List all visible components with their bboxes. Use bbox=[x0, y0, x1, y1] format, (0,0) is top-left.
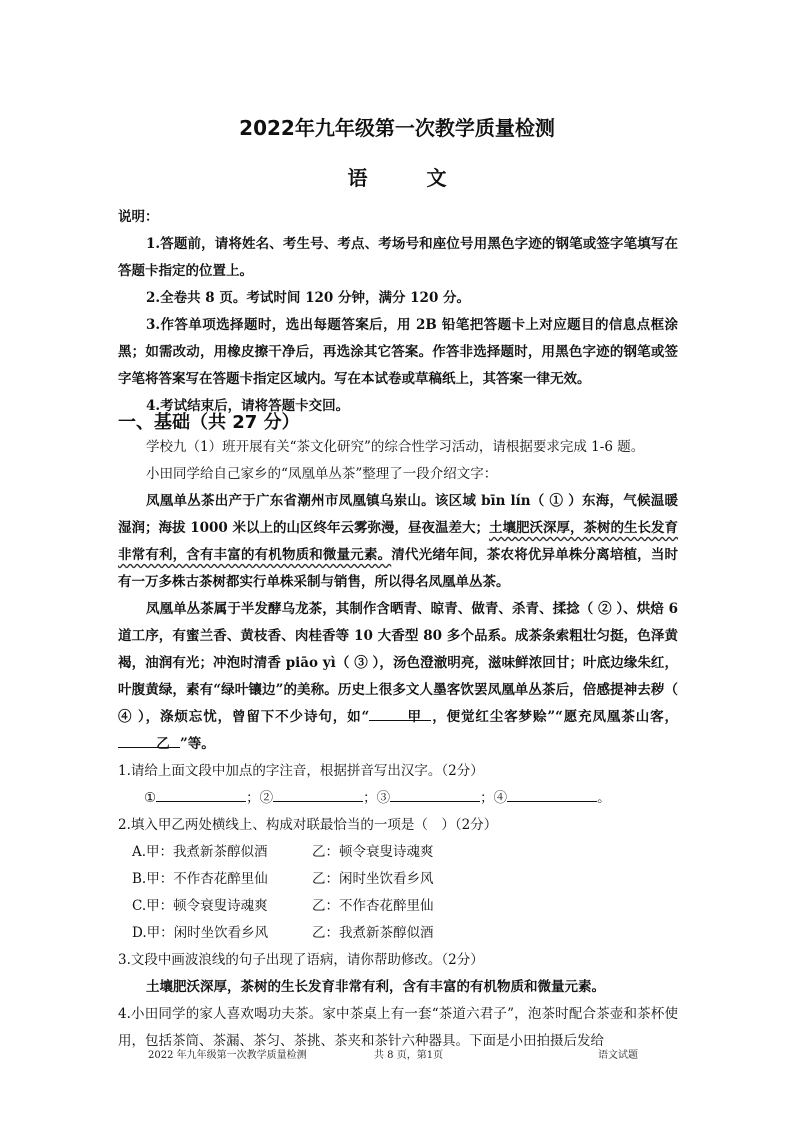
option-b[interactable] bbox=[118, 866, 678, 893]
page-title: 2022年九年级第一次教学质量检测 bbox=[239, 116, 555, 140]
section-heading: 一、基础（共 27 分） bbox=[118, 412, 300, 433]
passage-paragraph bbox=[118, 596, 678, 758]
mark: ；③ bbox=[363, 790, 391, 806]
footer-page-number: 共 8 页，第1页 bbox=[374, 1050, 444, 1061]
intro-text: 小田同学给自己家乡的“凤凰单丛茶”整理了一段介绍文字： bbox=[146, 466, 498, 482]
section1-body bbox=[118, 434, 678, 1055]
option-text: C.甲：顿令衰叟诗魂爽 bbox=[132, 898, 268, 914]
passage-text: ，便觉红尘客梦赊”“愿充凤凰茶山客， bbox=[431, 709, 679, 725]
answer-blank-2[interactable] bbox=[273, 785, 363, 802]
passage-text: 凤凰单丛茶属于半发酵乌龙茶，其制作含晒青、晾青、做青、杀青、揉捻（ ② ）、烘焙 6 道工序，有蜜兰香、黄枝香、肉桂香等 10 大香型 80 多个品系。成茶条索粗壮匀挺，色泽黄褐，油润有光；冲泡时清香 piāo yì（ ③ ），汤色澄澈明亮，滋味鲜浓回甘；叶底边缘朱红，叶腹黄绿，素有“绿叶镶边”的美称。历史上很多文人墨客饮罢凤凰单丛茶后，倍感提神去秽（ ④ ），涤烦忘忧，曾留下不少诗句，如“ bbox=[118, 601, 678, 725]
question-3-sentence: 土壤肥沃深厚，茶树的生长发育非常有利，含有丰富的有机物质和微量元素。 bbox=[146, 979, 605, 995]
blank-yi[interactable]: 乙 bbox=[118, 731, 180, 748]
footer-left: 2022 年九年级第一次教学质量检测 bbox=[148, 1050, 307, 1061]
answer-blank-4[interactable] bbox=[507, 785, 597, 802]
instruction-item: 1.答题前，请将姓名、考生号、考点、考场号和座位号用黑色字迹的钢笔或签字笔填写在答题卡指定的位置上。 bbox=[118, 236, 678, 279]
mark: 。 bbox=[597, 790, 611, 806]
instruction-item: 2.全卷共 8 页。考试时间 120 分钟，满分 120 分。 bbox=[146, 290, 471, 306]
instructions-heading: 说明： bbox=[118, 209, 159, 225]
option-text: 乙：顿令衰叟诗魂爽 bbox=[312, 844, 434, 860]
wavy-sentence: 土壤肥沃深厚，茶树的生长发育非常有利，含有丰富的有机物质和微量元素。 bbox=[118, 520, 678, 563]
option-d[interactable] bbox=[118, 920, 678, 947]
option-a[interactable] bbox=[118, 839, 678, 866]
question-1: 1.请给上面文段中加点的字注音，根据拼音写出汉字。（2分） bbox=[118, 763, 484, 779]
option-text: 乙：我煮新茶醇似酒 bbox=[312, 925, 434, 941]
mark: ；④ bbox=[480, 790, 508, 806]
blank-jia[interactable]: 甲 bbox=[369, 704, 431, 721]
question-3: 3.文段中画波浪线的句子出现了语病，请你帮助修改。（2分） bbox=[118, 952, 484, 968]
option-text: A.甲：我煮新茶醇似酒 bbox=[132, 844, 268, 860]
subject-title: 语 文 bbox=[347, 166, 473, 190]
mark: ；② bbox=[246, 790, 274, 806]
intro-text: 学校九（1）班开展有关“茶文化研究”的综合性学习活动，请根据要求完成 1-6 题。 bbox=[146, 439, 645, 455]
question-2: 2.填入甲乙两处横线上、构成对联最恰当的一项是（ ）（2分） bbox=[118, 817, 498, 833]
option-text: D.甲：闲时坐饮看乡风 bbox=[132, 925, 269, 941]
option-text: 乙：闲时坐饮看乡风 bbox=[312, 871, 434, 887]
footer-right: 语文试题 bbox=[598, 1050, 638, 1061]
passage-text: 凤凰单丛茶出产于广东省潮州市凤凰镇乌岽山。该区域 bīn lín（ ① ）东海，气候温暖湿润；海拔 1000 米以上的山区终年云雾弥漫，昼夜温差大； bbox=[118, 493, 678, 536]
passage-text: 清代光绪年间，茶农将优异单株分离培植，当时有一万多株古茶树都实行单株采制与销售，所以得名凤凰单丛茶。 bbox=[118, 547, 678, 590]
instructions bbox=[118, 204, 678, 420]
answer-blank-1[interactable] bbox=[156, 785, 246, 802]
answer-line-q1 bbox=[118, 785, 678, 812]
passage-paragraph bbox=[118, 488, 678, 596]
mark: ① bbox=[144, 790, 157, 806]
answer-blank-3[interactable] bbox=[390, 785, 480, 802]
option-c[interactable] bbox=[118, 893, 678, 920]
option-text: B.甲：不作杏花醉里仙 bbox=[132, 871, 268, 887]
option-text: 乙：不作杏花醉里仙 bbox=[312, 898, 434, 914]
question-4: 4.小田同学的家人喜欢喝功夫茶。家中茶桌上有一套“茶道六君子”，泡茶时配合茶壶和茶杯使用，包括茶筒、茶漏、茶匀、茶挑、茶夹和茶针六种器具。下面是小田拍摄后发给 bbox=[118, 1006, 678, 1049]
passage-text: ”等。 bbox=[180, 736, 215, 752]
instruction-item: 4.考试结束后，请将答题卡交回。 bbox=[146, 398, 350, 414]
instruction-item: 3.作答单项选择题时，选出每题答案后，用 2B 铅笔把答题卡上对应题目的信息点框涂黑；如需改动，用橡皮擦干净后，再选涂其它答案。作答非选择题时，用黑色字迹的钢笔或签字笔将答案写在答题卡指定区域内。写在本试卷或草稿纸上，其答案一律无效。 bbox=[118, 317, 678, 387]
